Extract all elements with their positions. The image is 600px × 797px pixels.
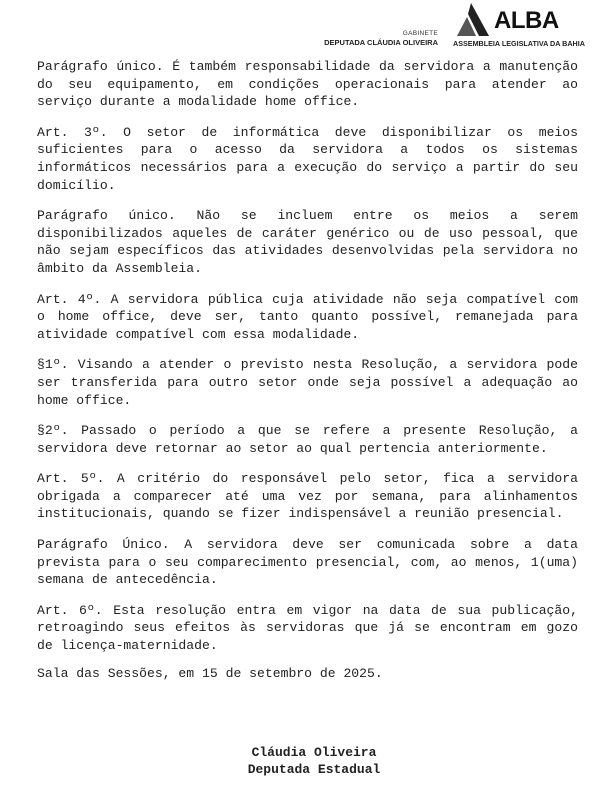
logo-text: ALBA bbox=[494, 7, 559, 34]
paragraph: Parágrafo único. Não se incluem entre os meios a serem disponibilizados aqueles de caráter genérico ou de uso pessoal, que não sejam específicos das atividades desenvolvidas pela servidora no âmbito da Assembleia. bbox=[37, 208, 578, 276]
session-date-line: Sala das Sessões, em 15 de setembro de 2025. bbox=[37, 666, 383, 681]
paragraph: §1º. Visando a atender o previsto nesta Resolução, a servidora pode ser transferida para outro setor onde seja possível a adequação ao home office. bbox=[37, 357, 578, 408]
paragraph: Art. 3º. O setor de informática deve disponibilizar os meios suficientes para o acesso da servidora a todos os sistemas informáticos necessários para a execução do serviço a partir do seu domicílio. bbox=[37, 124, 578, 193]
deputy-label: DEPUTADA CLÁUDIA OLIVEIRA bbox=[324, 38, 438, 47]
paragraph: Parágrafo único. É também responsabilidade da servidora a manutenção do seu equipamento, em condições operacionais para atender ao serviço durante a modalidade home office. bbox=[37, 59, 578, 110]
paragraph: §2º. Passado o período a que se refere a presente Resolução, a servidora deve retornar ao setor ao qual pertencia anteriormente. bbox=[37, 423, 578, 456]
cabinet-label: GABINETE bbox=[402, 30, 438, 37]
logo-subtitle: ASSEMBLEIA LEGISLATIVA DA BAHIA bbox=[453, 39, 585, 48]
paragraph: Parágrafo Único. A servidora deve ser comunicada sobre a data prevista para o seu comparecimento presencial, com, ao menos, 1(uma) semana de antecedência. bbox=[37, 537, 578, 588]
document-body bbox=[37, 58, 578, 668]
signatory-role: Deputada Estadual bbox=[247, 762, 381, 777]
alba-logo-mark-icon bbox=[454, 2, 492, 38]
signatory-name: Cláudia Oliveira bbox=[251, 745, 377, 760]
signature-block bbox=[14, 744, 600, 778]
cabinet-block bbox=[324, 29, 438, 48]
paragraph: Art. 6º. Esta resolução entra em vigor na data de sua publicação, retroagindo seus efeitos às servidoras que já se encontram em gozo de licença-maternidade. bbox=[37, 602, 578, 654]
alba-logo bbox=[452, 2, 592, 52]
paragraph: Art. 4º. A servidora pública cuja atividade não seja compatível com o home office, deve ser, tanto quanto possível, remanejada para atividade compatível com essa modalidade. bbox=[37, 291, 578, 342]
document-header bbox=[0, 0, 600, 56]
paragraph: Art. 5º. A critério do responsável pelo setor, fica a servidora obrigada a comparecer até uma vez por semana, para alinhamentos institucionais, quando se fizer indispensável a reunião presencial. bbox=[37, 471, 578, 522]
